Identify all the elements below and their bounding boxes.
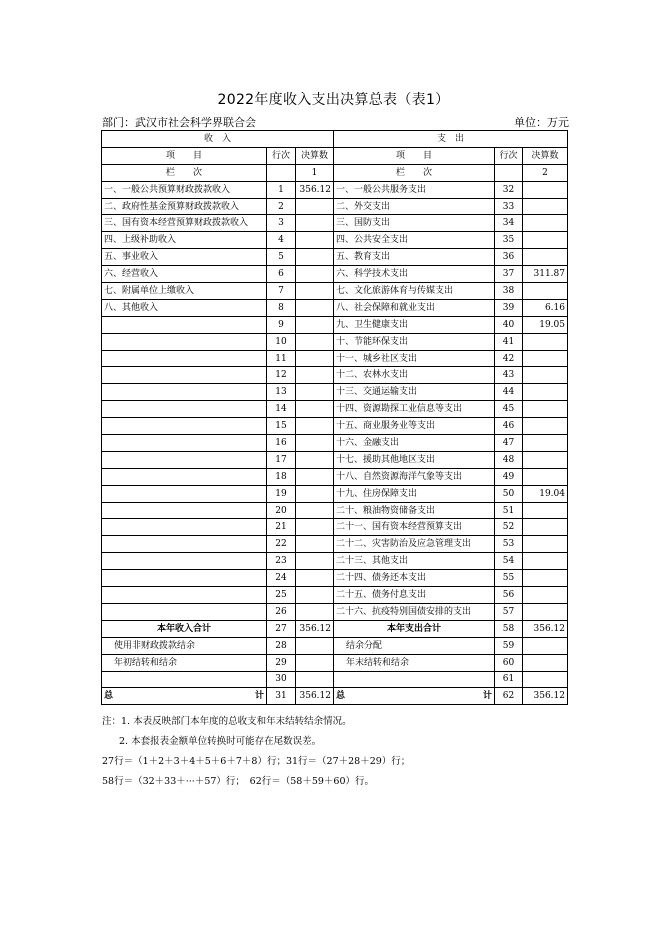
expense-line-no: 33 <box>495 198 523 215</box>
table-row <box>102 198 568 215</box>
income-line-no: 16 <box>267 435 296 452</box>
expense-item-name: 十、节能环保支出 <box>334 333 495 350</box>
expense-line-no: 32 <box>495 181 523 198</box>
expense-item-name: 二、外交支出 <box>334 198 495 215</box>
income-line-no: 26 <box>267 603 296 620</box>
expense-amount-header: 决算数 <box>523 147 568 164</box>
income-line-no: 27 <box>267 620 296 637</box>
income-item-name <box>102 671 267 688</box>
table-row <box>102 603 568 620</box>
income-item-name <box>102 333 267 350</box>
expense-item-name: 二十三、其他支出 <box>334 553 495 570</box>
income-amount <box>296 485 334 502</box>
table-row <box>102 316 568 333</box>
expense-amount <box>523 536 568 553</box>
income-line-no: 22 <box>267 536 296 553</box>
table-row <box>102 468 568 485</box>
income-amount <box>296 401 334 418</box>
expense-item-name <box>334 671 495 688</box>
expense-amount <box>523 570 568 587</box>
expense-amount <box>523 198 568 215</box>
table-row <box>102 519 568 536</box>
income-item-header: 项 目 <box>102 147 267 164</box>
income-line-no: 11 <box>267 350 296 367</box>
income-line-no: 6 <box>267 266 296 283</box>
income-item-name: 年初结转和结余 <box>102 654 267 671</box>
income-amount <box>296 502 334 519</box>
expense-section-header: 支 出 <box>334 131 568 148</box>
table-row <box>102 384 568 401</box>
income-amount <box>296 283 334 300</box>
expense-line-no: 45 <box>495 401 523 418</box>
table-row <box>102 266 568 283</box>
expense-item-name: 一、一般公共服务支出 <box>334 181 495 198</box>
income-item-name <box>102 519 267 536</box>
table-row <box>102 553 568 570</box>
expense-amount <box>523 181 568 198</box>
expense-item-name: 六、科学技术支出 <box>334 266 495 283</box>
expense-amount: 311.87 <box>523 266 568 283</box>
table-row <box>102 654 568 671</box>
notes <box>102 712 410 792</box>
table-row <box>102 451 568 468</box>
income-amount <box>296 570 334 587</box>
income-item-name <box>102 468 267 485</box>
expense-line-no-header: 行次 <box>495 147 523 164</box>
expense-item-name: 十八、自然资源海洋气象等支出 <box>334 468 495 485</box>
note-formula-1: 27行＝（1＋2＋3＋4＋5＋6＋7＋8）行；31行＝（27＋28＋29）行； <box>102 756 411 767</box>
income-total-label-part-b: 计 <box>254 691 264 702</box>
income-column-index: 1 <box>296 164 334 181</box>
table-row <box>102 587 568 604</box>
income-line-no: 25 <box>267 587 296 604</box>
income-line-no: 20 <box>267 502 296 519</box>
income-amount <box>296 671 334 688</box>
income-item-name: 四、上级补助收入 <box>102 232 267 249</box>
expense-line-no: 36 <box>495 249 523 266</box>
expense-line-no: 56 <box>495 587 523 604</box>
expense-line-no: 46 <box>495 418 523 435</box>
table-row <box>102 215 568 232</box>
income-item-name <box>102 553 267 570</box>
expense-line-no-index <box>495 164 523 181</box>
report-title: 2022年度收入支出决算总表（表1） <box>217 92 450 108</box>
income-line-no-index <box>267 164 296 181</box>
income-amount <box>296 333 334 350</box>
expense-line-no: 58 <box>495 620 523 637</box>
expense-line-no: 34 <box>495 215 523 232</box>
income-item-name <box>102 587 267 604</box>
income-item-name: 七、附属单位上缴收入 <box>102 283 267 300</box>
expense-amount: 19.05 <box>523 316 568 333</box>
income-item-name: 本年收入合计 <box>102 620 267 637</box>
income-line-no-header: 行次 <box>267 147 296 164</box>
expense-amount: 19.04 <box>523 485 568 502</box>
expense-amount <box>523 333 568 350</box>
expense-amount <box>523 232 568 249</box>
income-line-no: 23 <box>267 553 296 570</box>
expense-line-no: 51 <box>495 502 523 519</box>
expense-column-index: 2 <box>523 164 568 181</box>
income-item-name <box>102 435 267 452</box>
expense-item-name: 二十六、抗疫特别国债安排的支出 <box>334 603 495 620</box>
income-line-no: 5 <box>267 249 296 266</box>
income-amount <box>296 536 334 553</box>
expense-line-no: 37 <box>495 266 523 283</box>
income-amount: 356.12 <box>296 620 334 637</box>
expense-item-name: 年末结转和结余 <box>334 654 495 671</box>
income-item-name: 六、经营收入 <box>102 266 267 283</box>
income-total-amount: 356.12 <box>296 688 334 705</box>
table-row <box>102 637 568 654</box>
expense-line-no: 35 <box>495 232 523 249</box>
table-row <box>102 333 568 350</box>
income-amount <box>296 468 334 485</box>
expense-item-name: 十六、金融支出 <box>334 435 495 452</box>
expense-item-name: 十七、援助其他地区支出 <box>334 451 495 468</box>
income-line-no: 15 <box>267 418 296 435</box>
income-item-name: 使用非财政拨款结余 <box>102 637 267 654</box>
income-line-no: 8 <box>267 299 296 316</box>
expense-total-label-part-a: 总 <box>336 691 346 702</box>
income-item-name: 一、一般公共预算财政拨款收入 <box>102 181 267 198</box>
table-row <box>102 485 568 502</box>
expense-amount <box>523 215 568 232</box>
income-amount <box>296 553 334 570</box>
expense-line-no: 47 <box>495 435 523 452</box>
expense-item-name: 五、教育支出 <box>334 249 495 266</box>
income-line-no: 14 <box>267 401 296 418</box>
expense-line-no: 61 <box>495 671 523 688</box>
expense-amount <box>523 283 568 300</box>
expense-amount <box>523 654 568 671</box>
expense-amount <box>523 367 568 384</box>
column-header-row <box>102 147 568 164</box>
expense-line-no: 52 <box>495 519 523 536</box>
income-amount <box>296 215 334 232</box>
expense-item-name: 结余分配 <box>334 637 495 654</box>
expense-line-no: 62 <box>495 688 523 705</box>
expense-line-no: 40 <box>495 316 523 333</box>
income-amount <box>296 266 334 283</box>
expense-line-no: 38 <box>495 283 523 300</box>
expense-amount <box>523 451 568 468</box>
department-label: 部门：武汉市社会科学界联合会 <box>102 116 256 129</box>
expense-line-no: 44 <box>495 384 523 401</box>
table-row <box>102 418 568 435</box>
income-expense-table <box>101 130 568 705</box>
table-row <box>102 367 568 384</box>
expense-amount <box>523 519 568 536</box>
expense-line-no: 41 <box>495 333 523 350</box>
income-line-no: 31 <box>267 688 296 705</box>
income-item-name <box>102 502 267 519</box>
income-line-no: 19 <box>267 485 296 502</box>
income-amount <box>296 232 334 249</box>
expense-line-no: 60 <box>495 654 523 671</box>
income-line-no: 30 <box>267 671 296 688</box>
expense-line-no: 55 <box>495 570 523 587</box>
income-amount <box>296 637 334 654</box>
expense-item-name: 七、文化旅游体育与传媒支出 <box>334 283 495 300</box>
expense-amount <box>523 502 568 519</box>
income-amount <box>296 198 334 215</box>
table-row <box>102 350 568 367</box>
expense-item-name: 八、社会保障和就业支出 <box>334 299 495 316</box>
table-row <box>102 570 568 587</box>
income-line-no: 1 <box>267 181 296 198</box>
income-total-label <box>102 688 267 705</box>
table-row <box>102 401 568 418</box>
income-amount <box>296 316 334 333</box>
unit-label: 单位：万元 <box>514 116 569 129</box>
income-item-name <box>102 536 267 553</box>
expense-line-no: 43 <box>495 367 523 384</box>
income-amount <box>296 519 334 536</box>
income-amount <box>296 587 334 604</box>
expense-line-no: 39 <box>495 299 523 316</box>
income-item-name <box>102 367 267 384</box>
note-1: 注：1. 本表反映部门本年度的总收支和年末结转结余情况。 <box>102 716 352 727</box>
income-amount <box>296 350 334 367</box>
expense-line-no: 48 <box>495 451 523 468</box>
expense-line-no: 50 <box>495 485 523 502</box>
income-item-name <box>102 418 267 435</box>
income-amount: 356.12 <box>296 181 334 198</box>
income-column-label: 栏 次 <box>102 164 267 181</box>
expense-amount <box>523 418 568 435</box>
expense-item-name: 三、国防支出 <box>334 215 495 232</box>
expense-amount <box>523 350 568 367</box>
table-row <box>102 536 568 553</box>
income-item-name <box>102 350 267 367</box>
income-line-no: 3 <box>267 215 296 232</box>
expense-item-name: 九、卫生健康支出 <box>334 316 495 333</box>
income-item-name <box>102 603 267 620</box>
expense-total-label <box>334 688 495 705</box>
section-header-row <box>102 131 568 148</box>
income-item-name <box>102 485 267 502</box>
expense-amount <box>523 249 568 266</box>
income-line-no: 17 <box>267 451 296 468</box>
expense-item-name: 四、公共安全支出 <box>334 232 495 249</box>
expense-amount <box>523 603 568 620</box>
income-line-no: 2 <box>267 198 296 215</box>
income-item-name: 三、国有资本经营预算财政拨款收入 <box>102 215 267 232</box>
income-amount <box>296 451 334 468</box>
expense-amount <box>523 637 568 654</box>
income-line-no: 4 <box>267 232 296 249</box>
table-row <box>102 181 568 198</box>
expense-item-name: 十五、商业服务业等支出 <box>334 418 495 435</box>
note-formula-2: 58行＝（32＋33＋···＋57）行； 62行＝（58＋59＋60）行。 <box>102 776 375 787</box>
income-item-name <box>102 401 267 418</box>
income-amount <box>296 249 334 266</box>
income-line-no: 9 <box>267 316 296 333</box>
expense-item-name: 十三、交通运输支出 <box>334 384 495 401</box>
income-amount <box>296 384 334 401</box>
expense-item-header: 项 目 <box>334 147 495 164</box>
income-line-no: 10 <box>267 333 296 350</box>
income-item-name: 二、政府性基金预算财政拨款收入 <box>102 198 267 215</box>
income-item-name <box>102 316 267 333</box>
income-line-no: 12 <box>267 367 296 384</box>
note-2: 2. 本套报表金额单位转换时可能存在尾数误差。 <box>119 736 322 747</box>
income-item-name: 八、其他收入 <box>102 299 267 316</box>
expense-column-label: 栏 次 <box>334 164 495 181</box>
income-line-no: 7 <box>267 283 296 300</box>
expense-amount <box>523 671 568 688</box>
expense-total-amount: 356.12 <box>523 688 568 705</box>
income-amount-header: 决算数 <box>296 147 334 164</box>
income-item-name <box>102 384 267 401</box>
income-amount <box>296 603 334 620</box>
expense-line-no: 53 <box>495 536 523 553</box>
income-amount <box>296 299 334 316</box>
income-line-no: 18 <box>267 468 296 485</box>
expense-item-name: 二十、粮油物资储备支出 <box>334 502 495 519</box>
expense-item-name: 二十一、国有资本经营预算支出 <box>334 519 495 536</box>
expense-amount <box>523 587 568 604</box>
income-line-no: 13 <box>267 384 296 401</box>
expense-amount <box>523 435 568 452</box>
expense-item-name: 十一、城乡社区支出 <box>334 350 495 367</box>
table-row <box>102 502 568 519</box>
income-item-name: 五、事业收入 <box>102 249 267 266</box>
income-amount <box>296 435 334 452</box>
expense-line-no: 49 <box>495 468 523 485</box>
expense-amount <box>523 401 568 418</box>
income-amount <box>296 367 334 384</box>
expense-item-name: 十四、资源勘探工业信息等支出 <box>334 401 495 418</box>
expense-item-name: 二十四、债务还本支出 <box>334 570 495 587</box>
income-total-label-part-a: 总 <box>104 691 114 702</box>
income-line-no: 29 <box>267 654 296 671</box>
table-row <box>102 299 568 316</box>
expense-amount: 6.16 <box>523 299 568 316</box>
expense-amount <box>523 384 568 401</box>
total-row <box>102 688 568 705</box>
expense-item-name: 十二、农林水支出 <box>334 367 495 384</box>
income-item-name <box>102 570 267 587</box>
table-row <box>102 249 568 266</box>
subtotal-row <box>102 620 568 637</box>
column-index-row <box>102 164 568 181</box>
table-row <box>102 671 568 688</box>
table-row <box>102 232 568 249</box>
income-line-no: 21 <box>267 519 296 536</box>
expense-item-name: 二十二、灾害防治及应急管理支出 <box>334 536 495 553</box>
income-amount <box>296 654 334 671</box>
table-row <box>102 283 568 300</box>
income-line-no: 28 <box>267 637 296 654</box>
table-row <box>102 435 568 452</box>
expense-amount: 356.12 <box>523 620 568 637</box>
expense-item-name: 二十五、债务付息支出 <box>334 587 495 604</box>
expense-total-label-part-b: 计 <box>482 691 492 702</box>
expense-item-name: 十九、住房保障支出 <box>334 485 495 502</box>
expense-line-no: 42 <box>495 350 523 367</box>
income-line-no: 24 <box>267 570 296 587</box>
expense-amount <box>523 468 568 485</box>
expense-line-no: 54 <box>495 553 523 570</box>
expense-line-no: 57 <box>495 603 523 620</box>
income-section-header: 收 入 <box>102 131 334 148</box>
expense-item-name: 本年支出合计 <box>334 620 495 637</box>
income-item-name <box>102 451 267 468</box>
income-amount <box>296 418 334 435</box>
expense-line-no: 59 <box>495 637 523 654</box>
expense-amount <box>523 553 568 570</box>
